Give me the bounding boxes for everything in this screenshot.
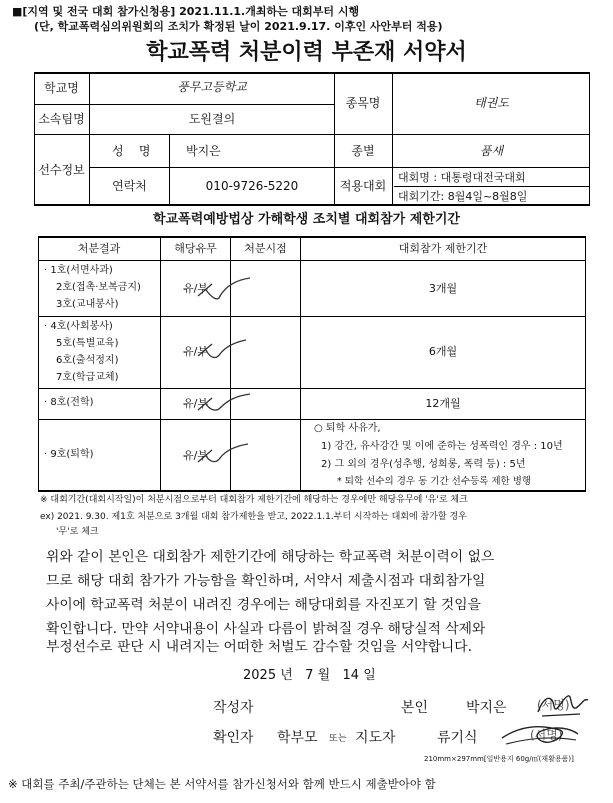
event-value: 태권도 — [474, 96, 509, 110]
pledge-date: 2025 년 7 월 14 일 — [243, 668, 376, 683]
guide-name: 류기식 — [437, 730, 478, 746]
document-title: 학교폭력 처분이력 부존재 서약서 — [146, 40, 467, 65]
pledge-line-5: 부정선수로 판단 시 내려지는 어떠한 처벌도 감수할 것임을 서약합니다. — [46, 639, 472, 655]
name-value: 박지은 — [186, 144, 221, 158]
self-label: 본인 — [401, 700, 429, 716]
school-value: 풍무고등학교 — [177, 80, 247, 94]
team-label: 소속팀명 — [38, 112, 85, 126]
guide-label: 지도자 — [355, 730, 396, 746]
row2-check-mark — [196, 336, 256, 366]
row4-item1: · 9호(퇴학) — [44, 449, 94, 460]
restriction-table — [38, 236, 586, 492]
or-label: 또는 — [329, 734, 347, 744]
col-header-result: 처분결과 — [77, 242, 121, 255]
row4-applicable: 유/부 — [183, 449, 208, 462]
player-info-label: 선수정보 — [38, 163, 85, 177]
row2-item3: 6호(출석정지) — [56, 355, 119, 366]
row3-period: 12개월 — [425, 397, 461, 410]
header-note-2: (단, 학교폭력심의위원회의 조치가 확정된 날이 2021.9.17. 이후인 사안부터 적용) — [34, 20, 443, 33]
restriction-heading: 학교폭력예방법상 가해학생 조치별 대회참가 제한기간 — [153, 212, 460, 227]
row1-check-mark — [196, 276, 256, 306]
row1-item2: 2호(접촉·보복금지) — [56, 282, 141, 293]
row4-period-line2: 1) 강간, 유사강간 및 이에 준하는 성폭력인 경우 : 10년 — [321, 441, 563, 452]
row2-item1: · 4호(사회봉사) — [44, 321, 113, 332]
pledge-line-2: 므로 해당 대회 참가가 가능함을 확인하며, 서약서 제출시점과 대회참가일 — [46, 573, 486, 589]
seal-2: (서명) — [530, 728, 563, 742]
event-label: 종목명 — [345, 96, 381, 110]
header-note-1: ■[지역 및 전국 대회 참가신청용] 2021.11.1.개최하는 대회부터 시행 — [12, 5, 360, 18]
row3-item1: · 8호(전학) — [44, 397, 94, 408]
row1-item1: · 1호(서면사과) — [44, 265, 113, 276]
row2-item4: 7호(학급교체) — [56, 372, 119, 383]
contact-value: 010-9726-5220 — [205, 179, 299, 193]
name-label: 성 명 — [112, 144, 151, 158]
contact-label: 연락처 — [112, 179, 147, 193]
category-label: 종별 — [351, 144, 375, 158]
row2-period: 6개월 — [428, 345, 458, 358]
pledge-line-4: 확인합니다. 만약 서약내용이 사실과 다름이 밝혀질 경우 해당실적 삭제와 — [46, 621, 486, 637]
row4-period-line4: * 퇴학 선수의 경우 동 기간 선수등록 제한 병행 — [337, 476, 532, 487]
row4-period-line1: ○ 퇴학 사유가, — [314, 423, 381, 434]
col-header-period: 대회참가 제한기간 — [398, 242, 488, 255]
footnote-3: '무'로 체크 — [56, 527, 99, 537]
team-value: 도원결의 — [188, 112, 236, 126]
row3-applicable: 유/부 — [183, 397, 208, 410]
confirm-label: 확인자 — [213, 730, 254, 746]
info-table — [34, 72, 590, 206]
guide-signature — [500, 720, 580, 750]
row3-check-mark — [196, 390, 256, 420]
row2-applicable: 유/부 — [183, 345, 208, 358]
pledge-line-1: 위와 같이 본인은 대회참가 제한기간에 해당하는 학교폭력 처분이력이 없으 — [46, 549, 495, 565]
school-label: 학교명 — [44, 81, 79, 95]
tournament-period: 대회기간: 8월4일~8월8일 — [398, 190, 528, 203]
pledge-line-3: 사이에 학교폭력 처분이 내려진 경우에는 해당대회를 자진포기 할 것임을 — [46, 597, 481, 613]
row4-period-line3: 2) 그 외의 경우(성추행, 성희롱, 폭력 등) : 5년 — [321, 459, 526, 470]
row1-item3: 3호(교내봉사) — [56, 299, 119, 310]
row2-item2: 5호(특별교육) — [56, 338, 119, 349]
footnote-2: ex) 2021. 9.30. 제1호 처분으로 3개월 대회 참가제한을 받고, 2022.1.1.부터 시작하는 대회에 참가할 경우 — [40, 512, 467, 522]
row1-applicable: 유/부 — [183, 282, 208, 295]
category-value: 품새 — [479, 144, 504, 158]
row1-period: 3개월 — [428, 282, 458, 295]
author-label: 작성자 — [213, 700, 254, 716]
self-signature — [534, 690, 590, 720]
footnote-1: ※ 대회기간(대회시작일)이 처분시점으로부터 대회참가 제한기간에 해당하는 경우에만 해당유무에 '유'로 체크 — [40, 495, 468, 505]
col-header-applicable: 해당유무 — [174, 242, 217, 255]
paper-size: 210mm×297mm[일반용지 60g/㎡(재활용품)] — [424, 755, 574, 763]
self-name: 박지은 — [466, 700, 507, 716]
seal-1: (서명) — [537, 698, 570, 712]
col-header-time: 처분시점 — [244, 242, 287, 255]
parent-label: 학부모 — [277, 730, 318, 746]
bottom-note: ※ 대회를 주최/주관하는 단체는 본 서약서를 참가신청서와 함께 반드시 제출받아야 함 — [8, 777, 436, 791]
row4-check-mark — [196, 440, 256, 470]
tournament-name: 대회명 : 대통령대전국대회 — [398, 171, 526, 184]
tournament-label: 적용대회 — [339, 179, 387, 193]
